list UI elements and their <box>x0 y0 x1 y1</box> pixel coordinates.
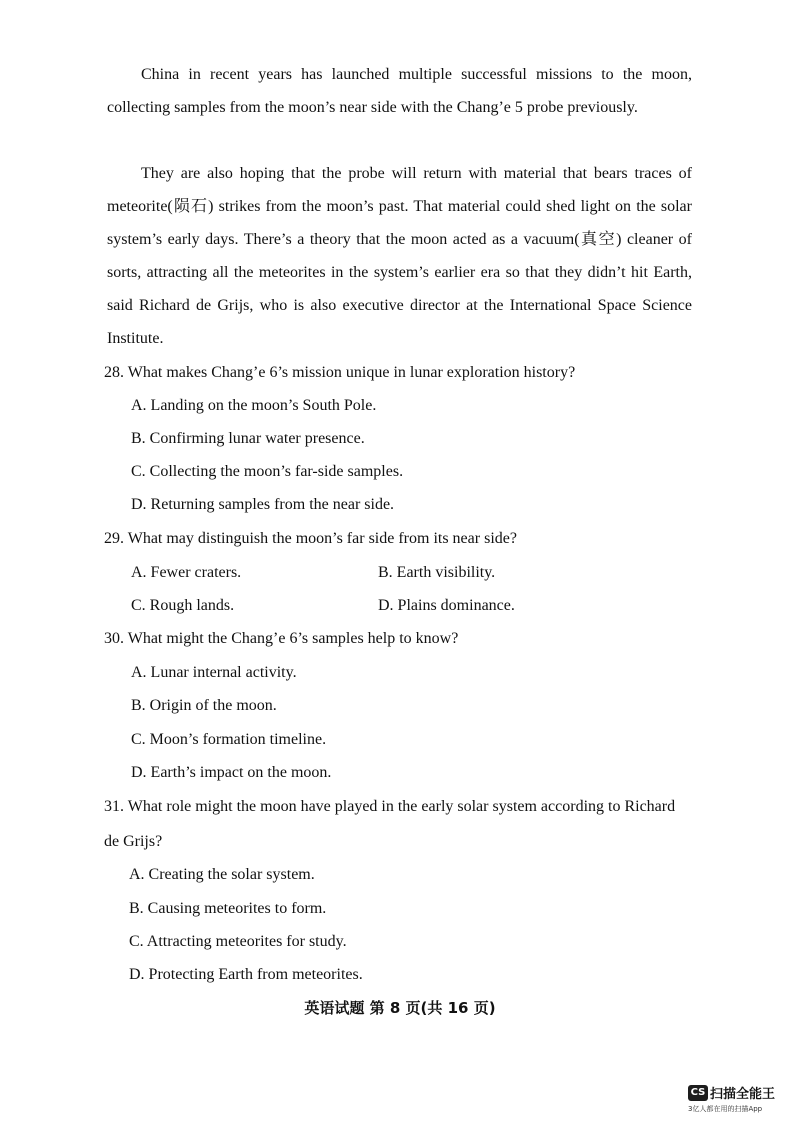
question-28-stem: 28. What makes Chang’e 6’s mission unique in lunar exploration history? <box>104 364 576 381</box>
passage-paragraph-1 <box>107 58 692 124</box>
page-footer: 英语试题 第 8 页(共 16 页) <box>304 999 496 1017</box>
question-29-stem: 29. What may distinguish the moon’s far side from its near side? <box>104 530 517 547</box>
scanner-tagline: 3亿人都在用的扫描App <box>688 1105 763 1113</box>
question-31-option-a[interactable]: A. Creating the solar system. <box>129 866 315 883</box>
question-31-option-c[interactable]: C. Attracting meteorites for study. <box>129 933 347 950</box>
passage-paragraph-2 <box>107 157 692 355</box>
question-28-option-b[interactable]: B. Confirming lunar water presence. <box>131 430 365 447</box>
question-28-option-c[interactable]: C. Collecting the moon’s far-side samples. <box>131 463 404 480</box>
question-31-option-b[interactable]: B. Causing meteorites to form. <box>129 900 327 917</box>
passage-text: China in recent years has launched multiple successful missions to the moon, collecting samples from the moon’s near side with the Chang’e 5 probe previously. <box>107 66 692 116</box>
question-30-option-d[interactable]: D. Earth’s impact on the moon. <box>131 764 332 781</box>
question-28-option-d[interactable]: D. Returning samples from the near side. <box>131 496 395 513</box>
question-29-option-c[interactable]: C. Rough lands. <box>131 597 235 614</box>
question-30-option-b[interactable]: B. Origin of the moon. <box>131 697 277 714</box>
passage-text: They are also hoping that the probe will return with material that bears traces of meteorite(陨石) strikes from the moon’s past. That material could shed light on the solar system’s early days. There’s a theory that the moon acted as a vacuum(真空) cleaner of sorts, attracting all the meteorites in the system’s earlier era so that they didn’t hit Earth, said Richard de Grijs, who is also executive director at the International Space Science Institute. <box>107 165 692 347</box>
scanner-logo <box>688 1083 775 1102</box>
cs-logo-icon: CS <box>688 1085 708 1101</box>
question-31-stem: 31. What role might the moon have played in the early solar system according to Richard de Grijs? <box>104 798 676 850</box>
question-30-stem: 30. What might the Chang’e 6’s samples help to know? <box>104 630 459 647</box>
question-28-option-a[interactable]: A. Landing on the moon’s South Pole. <box>131 397 377 414</box>
scanner-app-name: 扫描全能王 <box>710 1087 776 1102</box>
question-29-option-b[interactable]: B. Earth visibility. <box>378 564 496 581</box>
question-30-option-a[interactable]: A. Lunar internal activity. <box>131 664 297 681</box>
question-30-option-c[interactable]: C. Moon’s formation timeline. <box>131 731 327 748</box>
question-31-option-d[interactable]: D. Protecting Earth from meteorites. <box>129 966 363 983</box>
question-29-option-d[interactable]: D. Plains dominance. <box>378 597 515 614</box>
question-29-option-a[interactable]: A. Fewer craters. <box>131 564 242 581</box>
